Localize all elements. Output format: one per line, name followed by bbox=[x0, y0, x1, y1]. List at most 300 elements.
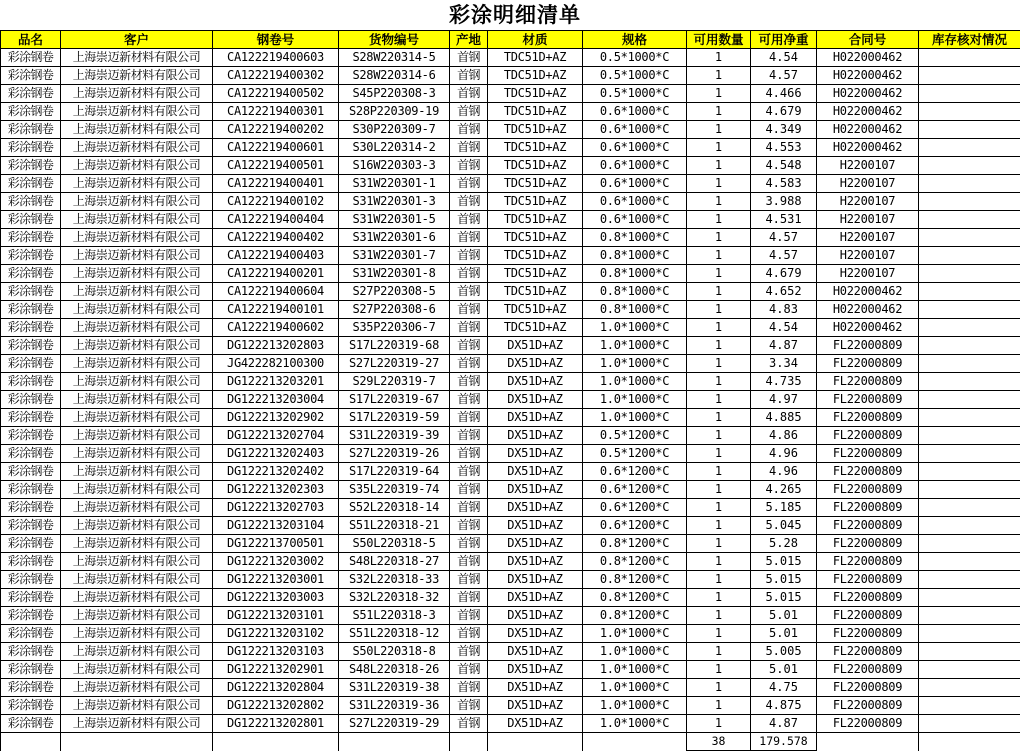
cell-customer[interactable]: 上海崇迈新材料有限公司 bbox=[61, 481, 213, 499]
cell-check[interactable] bbox=[919, 589, 1020, 607]
cell-goods[interactable]: S28W220314-6 bbox=[339, 67, 450, 85]
cell-check[interactable] bbox=[919, 481, 1020, 499]
cell-customer[interactable]: 上海崇迈新材料有限公司 bbox=[61, 445, 213, 463]
cell-goods[interactable]: S32L220318-33 bbox=[339, 571, 450, 589]
cell-coil[interactable]: DG122213203102 bbox=[213, 625, 339, 643]
cell-qty[interactable]: 1 bbox=[687, 121, 751, 139]
cell-spec[interactable]: 0.6*1000*C bbox=[583, 211, 687, 229]
cell-origin[interactable]: 首钢 bbox=[450, 715, 488, 733]
cell-name[interactable]: 彩涂钢卷 bbox=[1, 643, 61, 661]
cell-qty[interactable]: 1 bbox=[687, 517, 751, 535]
header-cell-goods[interactable]: 货物编号 bbox=[339, 31, 450, 49]
cell-coil[interactable]: DG122213203004 bbox=[213, 391, 339, 409]
cell-check[interactable] bbox=[919, 319, 1020, 337]
cell-contract[interactable]: FL22000809 bbox=[817, 571, 919, 589]
cell-goods[interactable]: S31W220301-7 bbox=[339, 247, 450, 265]
cell-coil[interactable]: DG122213203001 bbox=[213, 571, 339, 589]
cell-coil[interactable]: DG122213202403 bbox=[213, 445, 339, 463]
cell-contract[interactable]: FL22000809 bbox=[817, 661, 919, 679]
cell-goods[interactable]: S30P220309-7 bbox=[339, 121, 450, 139]
cell-spec[interactable]: 0.6*1000*C bbox=[583, 157, 687, 175]
cell-material[interactable]: TDC51D+AZ bbox=[488, 121, 583, 139]
total-empty-cell[interactable] bbox=[488, 733, 583, 751]
cell-goods[interactable]: S17L220319-59 bbox=[339, 409, 450, 427]
cell-material[interactable]: DX51D+AZ bbox=[488, 571, 583, 589]
cell-weight[interactable]: 4.57 bbox=[751, 247, 817, 265]
cell-contract[interactable]: FL22000809 bbox=[817, 589, 919, 607]
cell-qty[interactable]: 1 bbox=[687, 607, 751, 625]
header-cell-spec[interactable]: 规格 bbox=[583, 31, 687, 49]
cell-customer[interactable]: 上海崇迈新材料有限公司 bbox=[61, 139, 213, 157]
cell-spec[interactable]: 0.6*1000*C bbox=[583, 103, 687, 121]
cell-spec[interactable]: 0.8*1000*C bbox=[583, 265, 687, 283]
cell-check[interactable] bbox=[919, 139, 1020, 157]
cell-customer[interactable]: 上海崇迈新材料有限公司 bbox=[61, 373, 213, 391]
cell-qty[interactable]: 1 bbox=[687, 157, 751, 175]
cell-goods[interactable]: S31L220319-38 bbox=[339, 679, 450, 697]
cell-contract[interactable]: H022000462 bbox=[817, 319, 919, 337]
cell-spec[interactable]: 0.8*1000*C bbox=[583, 229, 687, 247]
cell-origin[interactable]: 首钢 bbox=[450, 211, 488, 229]
cell-contract[interactable]: H2200107 bbox=[817, 247, 919, 265]
cell-goods[interactable]: S48L220318-27 bbox=[339, 553, 450, 571]
cell-weight[interactable]: 4.96 bbox=[751, 445, 817, 463]
cell-customer[interactable]: 上海崇迈新材料有限公司 bbox=[61, 679, 213, 697]
cell-origin[interactable]: 首钢 bbox=[450, 571, 488, 589]
cell-coil[interactable]: DG122213202803 bbox=[213, 337, 339, 355]
cell-qty[interactable]: 1 bbox=[687, 139, 751, 157]
cell-spec[interactable]: 0.8*1000*C bbox=[583, 301, 687, 319]
cell-goods[interactable]: S51L220318-12 bbox=[339, 625, 450, 643]
cell-check[interactable] bbox=[919, 85, 1020, 103]
cell-origin[interactable]: 首钢 bbox=[450, 661, 488, 679]
cell-coil[interactable]: CA122219400101 bbox=[213, 301, 339, 319]
cell-check[interactable] bbox=[919, 499, 1020, 517]
cell-check[interactable] bbox=[919, 661, 1020, 679]
cell-contract[interactable]: H2200107 bbox=[817, 175, 919, 193]
cell-spec[interactable]: 0.6*1000*C bbox=[583, 139, 687, 157]
cell-origin[interactable]: 首钢 bbox=[450, 679, 488, 697]
header-cell-coil[interactable]: 钢卷号 bbox=[213, 31, 339, 49]
cell-weight[interactable]: 4.86 bbox=[751, 427, 817, 445]
cell-customer[interactable]: 上海崇迈新材料有限公司 bbox=[61, 517, 213, 535]
header-cell-origin[interactable]: 产地 bbox=[450, 31, 488, 49]
header-cell-name[interactable]: 品名 bbox=[1, 31, 61, 49]
cell-qty[interactable]: 1 bbox=[687, 427, 751, 445]
cell-origin[interactable]: 首钢 bbox=[450, 373, 488, 391]
cell-coil[interactable]: DG122213203201 bbox=[213, 373, 339, 391]
cell-weight[interactable]: 5.185 bbox=[751, 499, 817, 517]
cell-origin[interactable]: 首钢 bbox=[450, 283, 488, 301]
cell-weight[interactable]: 4.349 bbox=[751, 121, 817, 139]
cell-check[interactable] bbox=[919, 625, 1020, 643]
cell-origin[interactable]: 首钢 bbox=[450, 625, 488, 643]
cell-material[interactable]: TDC51D+AZ bbox=[488, 193, 583, 211]
cell-name[interactable]: 彩涂钢卷 bbox=[1, 679, 61, 697]
cell-name[interactable]: 彩涂钢卷 bbox=[1, 697, 61, 715]
cell-origin[interactable]: 首钢 bbox=[450, 553, 488, 571]
cell-weight[interactable]: 4.583 bbox=[751, 175, 817, 193]
cell-origin[interactable]: 首钢 bbox=[450, 607, 488, 625]
cell-material[interactable]: DX51D+AZ bbox=[488, 535, 583, 553]
cell-qty[interactable]: 1 bbox=[687, 463, 751, 481]
cell-goods[interactable]: S51L220318-21 bbox=[339, 517, 450, 535]
cell-name[interactable]: 彩涂钢卷 bbox=[1, 175, 61, 193]
cell-qty[interactable]: 1 bbox=[687, 409, 751, 427]
cell-customer[interactable]: 上海崇迈新材料有限公司 bbox=[61, 463, 213, 481]
total-empty-cell[interactable] bbox=[817, 733, 919, 751]
cell-contract[interactable]: H022000462 bbox=[817, 67, 919, 85]
cell-check[interactable] bbox=[919, 337, 1020, 355]
cell-weight[interactable]: 4.466 bbox=[751, 85, 817, 103]
cell-spec[interactable]: 1.0*1000*C bbox=[583, 337, 687, 355]
cell-contract[interactable]: H022000462 bbox=[817, 301, 919, 319]
cell-coil[interactable]: CA122219400603 bbox=[213, 49, 339, 67]
cell-coil[interactable]: CA122219400604 bbox=[213, 283, 339, 301]
cell-coil[interactable]: DG122213700501 bbox=[213, 535, 339, 553]
cell-origin[interactable]: 首钢 bbox=[450, 301, 488, 319]
cell-spec[interactable]: 0.5*1000*C bbox=[583, 67, 687, 85]
cell-name[interactable]: 彩涂钢卷 bbox=[1, 445, 61, 463]
cell-origin[interactable]: 首钢 bbox=[450, 517, 488, 535]
cell-coil[interactable]: CA122219400401 bbox=[213, 175, 339, 193]
cell-origin[interactable]: 首钢 bbox=[450, 391, 488, 409]
cell-check[interactable] bbox=[919, 121, 1020, 139]
cell-weight[interactable]: 5.01 bbox=[751, 625, 817, 643]
cell-origin[interactable]: 首钢 bbox=[450, 85, 488, 103]
cell-coil[interactable]: CA122219400302 bbox=[213, 67, 339, 85]
cell-material[interactable]: DX51D+AZ bbox=[488, 607, 583, 625]
cell-origin[interactable]: 首钢 bbox=[450, 121, 488, 139]
cell-material[interactable]: TDC51D+AZ bbox=[488, 103, 583, 121]
cell-coil[interactable]: DG122213203103 bbox=[213, 643, 339, 661]
cell-material[interactable]: DX51D+AZ bbox=[488, 715, 583, 733]
cell-material[interactable]: TDC51D+AZ bbox=[488, 283, 583, 301]
cell-name[interactable]: 彩涂钢卷 bbox=[1, 49, 61, 67]
cell-goods[interactable]: S52L220318-14 bbox=[339, 499, 450, 517]
cell-customer[interactable]: 上海崇迈新材料有限公司 bbox=[61, 337, 213, 355]
cell-name[interactable]: 彩涂钢卷 bbox=[1, 481, 61, 499]
cell-qty[interactable]: 1 bbox=[687, 283, 751, 301]
cell-check[interactable] bbox=[919, 697, 1020, 715]
cell-customer[interactable]: 上海崇迈新材料有限公司 bbox=[61, 49, 213, 67]
cell-material[interactable]: DX51D+AZ bbox=[488, 517, 583, 535]
cell-contract[interactable]: H022000462 bbox=[817, 139, 919, 157]
cell-name[interactable]: 彩涂钢卷 bbox=[1, 301, 61, 319]
cell-name[interactable]: 彩涂钢卷 bbox=[1, 499, 61, 517]
cell-origin[interactable]: 首钢 bbox=[450, 697, 488, 715]
cell-material[interactable]: DX51D+AZ bbox=[488, 355, 583, 373]
total-empty-cell[interactable] bbox=[213, 733, 339, 751]
cell-goods[interactable]: S28P220309-19 bbox=[339, 103, 450, 121]
cell-material[interactable]: DX51D+AZ bbox=[488, 499, 583, 517]
cell-contract[interactable]: FL22000809 bbox=[817, 499, 919, 517]
cell-spec[interactable]: 1.0*1000*C bbox=[583, 319, 687, 337]
total-weight-cell[interactable]: 179.578 bbox=[751, 733, 817, 751]
cell-spec[interactable]: 1.0*1000*C bbox=[583, 697, 687, 715]
cell-qty[interactable]: 1 bbox=[687, 247, 751, 265]
cell-contract[interactable]: FL22000809 bbox=[817, 409, 919, 427]
cell-name[interactable]: 彩涂钢卷 bbox=[1, 157, 61, 175]
cell-check[interactable] bbox=[919, 193, 1020, 211]
cell-weight[interactable]: 5.005 bbox=[751, 643, 817, 661]
cell-name[interactable]: 彩涂钢卷 bbox=[1, 625, 61, 643]
total-empty-cell[interactable] bbox=[339, 733, 450, 751]
cell-customer[interactable]: 上海崇迈新材料有限公司 bbox=[61, 589, 213, 607]
cell-material[interactable]: TDC51D+AZ bbox=[488, 247, 583, 265]
cell-check[interactable] bbox=[919, 373, 1020, 391]
cell-qty[interactable]: 1 bbox=[687, 661, 751, 679]
cell-qty[interactable]: 1 bbox=[687, 265, 751, 283]
cell-qty[interactable]: 1 bbox=[687, 481, 751, 499]
cell-spec[interactable]: 0.8*1000*C bbox=[583, 283, 687, 301]
cell-qty[interactable]: 1 bbox=[687, 103, 751, 121]
cell-qty[interactable]: 1 bbox=[687, 373, 751, 391]
cell-name[interactable]: 彩涂钢卷 bbox=[1, 139, 61, 157]
cell-material[interactable]: TDC51D+AZ bbox=[488, 229, 583, 247]
cell-material[interactable]: DX51D+AZ bbox=[488, 445, 583, 463]
cell-name[interactable]: 彩涂钢卷 bbox=[1, 265, 61, 283]
cell-qty[interactable]: 1 bbox=[687, 535, 751, 553]
cell-qty[interactable]: 1 bbox=[687, 625, 751, 643]
cell-weight[interactable]: 4.885 bbox=[751, 409, 817, 427]
cell-customer[interactable]: 上海崇迈新材料有限公司 bbox=[61, 715, 213, 733]
cell-contract[interactable]: FL22000809 bbox=[817, 373, 919, 391]
cell-coil[interactable]: DG122213203104 bbox=[213, 517, 339, 535]
cell-coil[interactable]: DG122213202703 bbox=[213, 499, 339, 517]
cell-coil[interactable]: CA122219400102 bbox=[213, 193, 339, 211]
cell-coil[interactable]: DG122213202402 bbox=[213, 463, 339, 481]
cell-check[interactable] bbox=[919, 409, 1020, 427]
cell-weight[interactable]: 4.735 bbox=[751, 373, 817, 391]
cell-check[interactable] bbox=[919, 517, 1020, 535]
cell-qty[interactable]: 1 bbox=[687, 229, 751, 247]
cell-goods[interactable]: S50L220318-5 bbox=[339, 535, 450, 553]
cell-origin[interactable]: 首钢 bbox=[450, 265, 488, 283]
cell-contract[interactable]: FL22000809 bbox=[817, 625, 919, 643]
cell-check[interactable] bbox=[919, 391, 1020, 409]
cell-goods[interactable]: S17L220319-67 bbox=[339, 391, 450, 409]
cell-origin[interactable]: 首钢 bbox=[450, 355, 488, 373]
cell-qty[interactable]: 1 bbox=[687, 697, 751, 715]
cell-customer[interactable]: 上海崇迈新材料有限公司 bbox=[61, 121, 213, 139]
cell-origin[interactable]: 首钢 bbox=[450, 139, 488, 157]
cell-customer[interactable]: 上海崇迈新材料有限公司 bbox=[61, 265, 213, 283]
cell-weight[interactable]: 4.531 bbox=[751, 211, 817, 229]
cell-name[interactable]: 彩涂钢卷 bbox=[1, 589, 61, 607]
cell-weight[interactable]: 4.679 bbox=[751, 103, 817, 121]
cell-contract[interactable]: FL22000809 bbox=[817, 715, 919, 733]
cell-material[interactable]: DX51D+AZ bbox=[488, 625, 583, 643]
cell-goods[interactable]: S16W220303-3 bbox=[339, 157, 450, 175]
cell-customer[interactable]: 上海崇迈新材料有限公司 bbox=[61, 409, 213, 427]
total-empty-cell[interactable] bbox=[450, 733, 488, 751]
cell-name[interactable]: 彩涂钢卷 bbox=[1, 193, 61, 211]
cell-origin[interactable]: 首钢 bbox=[450, 427, 488, 445]
cell-check[interactable] bbox=[919, 301, 1020, 319]
cell-coil[interactable]: JG422282100300 bbox=[213, 355, 339, 373]
cell-material[interactable]: TDC51D+AZ bbox=[488, 265, 583, 283]
cell-coil[interactable]: CA122219400502 bbox=[213, 85, 339, 103]
cell-coil[interactable]: DG122213202303 bbox=[213, 481, 339, 499]
cell-weight[interactable]: 5.015 bbox=[751, 553, 817, 571]
cell-material[interactable]: DX51D+AZ bbox=[488, 427, 583, 445]
cell-coil[interactable]: CA122219400404 bbox=[213, 211, 339, 229]
cell-origin[interactable]: 首钢 bbox=[450, 175, 488, 193]
cell-origin[interactable]: 首钢 bbox=[450, 49, 488, 67]
cell-name[interactable]: 彩涂钢卷 bbox=[1, 553, 61, 571]
cell-customer[interactable]: 上海崇迈新材料有限公司 bbox=[61, 301, 213, 319]
cell-check[interactable] bbox=[919, 103, 1020, 121]
cell-name[interactable]: 彩涂钢卷 bbox=[1, 211, 61, 229]
cell-weight[interactable]: 5.045 bbox=[751, 517, 817, 535]
cell-spec[interactable]: 1.0*1000*C bbox=[583, 643, 687, 661]
cell-contract[interactable]: FL22000809 bbox=[817, 553, 919, 571]
cell-weight[interactable]: 3.988 bbox=[751, 193, 817, 211]
cell-name[interactable]: 彩涂钢卷 bbox=[1, 661, 61, 679]
cell-check[interactable] bbox=[919, 715, 1020, 733]
cell-contract[interactable]: FL22000809 bbox=[817, 337, 919, 355]
cell-spec[interactable]: 0.6*1200*C bbox=[583, 517, 687, 535]
cell-name[interactable]: 彩涂钢卷 bbox=[1, 355, 61, 373]
cell-origin[interactable]: 首钢 bbox=[450, 247, 488, 265]
cell-contract[interactable]: FL22000809 bbox=[817, 481, 919, 499]
cell-material[interactable]: TDC51D+AZ bbox=[488, 175, 583, 193]
cell-spec[interactable]: 1.0*1000*C bbox=[583, 715, 687, 733]
cell-name[interactable]: 彩涂钢卷 bbox=[1, 409, 61, 427]
cell-spec[interactable]: 1.0*1000*C bbox=[583, 391, 687, 409]
cell-spec[interactable]: 1.0*1000*C bbox=[583, 679, 687, 697]
cell-qty[interactable]: 1 bbox=[687, 715, 751, 733]
header-cell-contract[interactable]: 合同号 bbox=[817, 31, 919, 49]
cell-qty[interactable]: 1 bbox=[687, 571, 751, 589]
cell-coil[interactable]: DG122213202704 bbox=[213, 427, 339, 445]
cell-contract[interactable]: H2200107 bbox=[817, 229, 919, 247]
cell-check[interactable] bbox=[919, 211, 1020, 229]
cell-name[interactable]: 彩涂钢卷 bbox=[1, 715, 61, 733]
cell-spec[interactable]: 0.5*1000*C bbox=[583, 85, 687, 103]
cell-goods[interactable]: S28W220314-5 bbox=[339, 49, 450, 67]
cell-goods[interactable]: S17L220319-68 bbox=[339, 337, 450, 355]
cell-material[interactable]: TDC51D+AZ bbox=[488, 157, 583, 175]
cell-name[interactable]: 彩涂钢卷 bbox=[1, 247, 61, 265]
cell-qty[interactable]: 1 bbox=[687, 589, 751, 607]
cell-origin[interactable]: 首钢 bbox=[450, 319, 488, 337]
cell-material[interactable]: DX51D+AZ bbox=[488, 337, 583, 355]
cell-customer[interactable]: 上海崇迈新材料有限公司 bbox=[61, 499, 213, 517]
cell-goods[interactable]: S31W220301-8 bbox=[339, 265, 450, 283]
cell-name[interactable]: 彩涂钢卷 bbox=[1, 103, 61, 121]
cell-contract[interactable]: H022000462 bbox=[817, 103, 919, 121]
cell-goods[interactable]: S45P220308-3 bbox=[339, 85, 450, 103]
cell-spec[interactable]: 1.0*1000*C bbox=[583, 661, 687, 679]
cell-contract[interactable]: H2200107 bbox=[817, 265, 919, 283]
cell-contract[interactable]: FL22000809 bbox=[817, 391, 919, 409]
cell-check[interactable] bbox=[919, 643, 1020, 661]
total-empty-cell[interactable] bbox=[61, 733, 213, 751]
cell-material[interactable]: DX51D+AZ bbox=[488, 481, 583, 499]
cell-material[interactable]: DX51D+AZ bbox=[488, 409, 583, 427]
cell-weight[interactable]: 4.652 bbox=[751, 283, 817, 301]
cell-origin[interactable]: 首钢 bbox=[450, 229, 488, 247]
cell-coil[interactable]: DG122213202901 bbox=[213, 661, 339, 679]
header-cell-check[interactable]: 库存核对情况 bbox=[919, 31, 1020, 49]
cell-coil[interactable]: DG122213203101 bbox=[213, 607, 339, 625]
cell-check[interactable] bbox=[919, 49, 1020, 67]
total-empty-cell[interactable] bbox=[919, 733, 1020, 751]
header-cell-qty[interactable]: 可用数量 bbox=[687, 31, 751, 49]
cell-qty[interactable]: 1 bbox=[687, 193, 751, 211]
cell-customer[interactable]: 上海崇迈新材料有限公司 bbox=[61, 283, 213, 301]
cell-origin[interactable]: 首钢 bbox=[450, 409, 488, 427]
cell-check[interactable] bbox=[919, 427, 1020, 445]
cell-goods[interactable]: S51L220318-3 bbox=[339, 607, 450, 625]
cell-weight[interactable]: 3.34 bbox=[751, 355, 817, 373]
cell-weight[interactable]: 4.553 bbox=[751, 139, 817, 157]
cell-goods[interactable]: S27L220319-27 bbox=[339, 355, 450, 373]
cell-weight[interactable]: 4.54 bbox=[751, 49, 817, 67]
cell-weight[interactable]: 4.265 bbox=[751, 481, 817, 499]
cell-check[interactable] bbox=[919, 229, 1020, 247]
cell-spec[interactable]: 0.8*1200*C bbox=[583, 607, 687, 625]
cell-origin[interactable]: 首钢 bbox=[450, 643, 488, 661]
cell-weight[interactable]: 4.75 bbox=[751, 679, 817, 697]
cell-weight[interactable]: 4.548 bbox=[751, 157, 817, 175]
cell-check[interactable] bbox=[919, 535, 1020, 553]
cell-goods[interactable]: S27L220319-26 bbox=[339, 445, 450, 463]
cell-goods[interactable]: S32L220318-32 bbox=[339, 589, 450, 607]
cell-qty[interactable]: 1 bbox=[687, 67, 751, 85]
cell-origin[interactable]: 首钢 bbox=[450, 67, 488, 85]
cell-check[interactable] bbox=[919, 247, 1020, 265]
cell-weight[interactable]: 4.83 bbox=[751, 301, 817, 319]
cell-check[interactable] bbox=[919, 67, 1020, 85]
cell-weight[interactable]: 4.87 bbox=[751, 715, 817, 733]
cell-material[interactable]: DX51D+AZ bbox=[488, 643, 583, 661]
cell-goods[interactable]: S50L220318-8 bbox=[339, 643, 450, 661]
cell-coil[interactable]: CA122219400201 bbox=[213, 265, 339, 283]
cell-qty[interactable]: 1 bbox=[687, 499, 751, 517]
cell-coil[interactable]: CA122219400403 bbox=[213, 247, 339, 265]
cell-contract[interactable]: H022000462 bbox=[817, 49, 919, 67]
cell-check[interactable] bbox=[919, 355, 1020, 373]
cell-origin[interactable]: 首钢 bbox=[450, 463, 488, 481]
cell-coil[interactable]: DG122213203003 bbox=[213, 589, 339, 607]
cell-contract[interactable]: FL22000809 bbox=[817, 427, 919, 445]
cell-check[interactable] bbox=[919, 463, 1020, 481]
cell-contract[interactable]: H2200107 bbox=[817, 193, 919, 211]
cell-weight[interactable]: 5.01 bbox=[751, 607, 817, 625]
cell-coil[interactable]: DG122213202902 bbox=[213, 409, 339, 427]
cell-customer[interactable]: 上海崇迈新材料有限公司 bbox=[61, 175, 213, 193]
cell-contract[interactable]: H2200107 bbox=[817, 211, 919, 229]
cell-spec[interactable]: 0.5*1200*C bbox=[583, 427, 687, 445]
cell-weight[interactable]: 4.57 bbox=[751, 67, 817, 85]
cell-qty[interactable]: 1 bbox=[687, 445, 751, 463]
cell-contract[interactable]: FL22000809 bbox=[817, 679, 919, 697]
cell-goods[interactable]: S17L220319-64 bbox=[339, 463, 450, 481]
cell-goods[interactable]: S35P220306-7 bbox=[339, 319, 450, 337]
cell-customer[interactable]: 上海崇迈新材料有限公司 bbox=[61, 67, 213, 85]
cell-material[interactable]: TDC51D+AZ bbox=[488, 139, 583, 157]
cell-material[interactable]: DX51D+AZ bbox=[488, 679, 583, 697]
cell-spec[interactable]: 0.6*1000*C bbox=[583, 175, 687, 193]
cell-customer[interactable]: 上海崇迈新材料有限公司 bbox=[61, 535, 213, 553]
cell-contract[interactable]: H022000462 bbox=[817, 283, 919, 301]
cell-material[interactable]: DX51D+AZ bbox=[488, 697, 583, 715]
cell-qty[interactable]: 1 bbox=[687, 337, 751, 355]
cell-spec[interactable]: 0.8*1200*C bbox=[583, 589, 687, 607]
